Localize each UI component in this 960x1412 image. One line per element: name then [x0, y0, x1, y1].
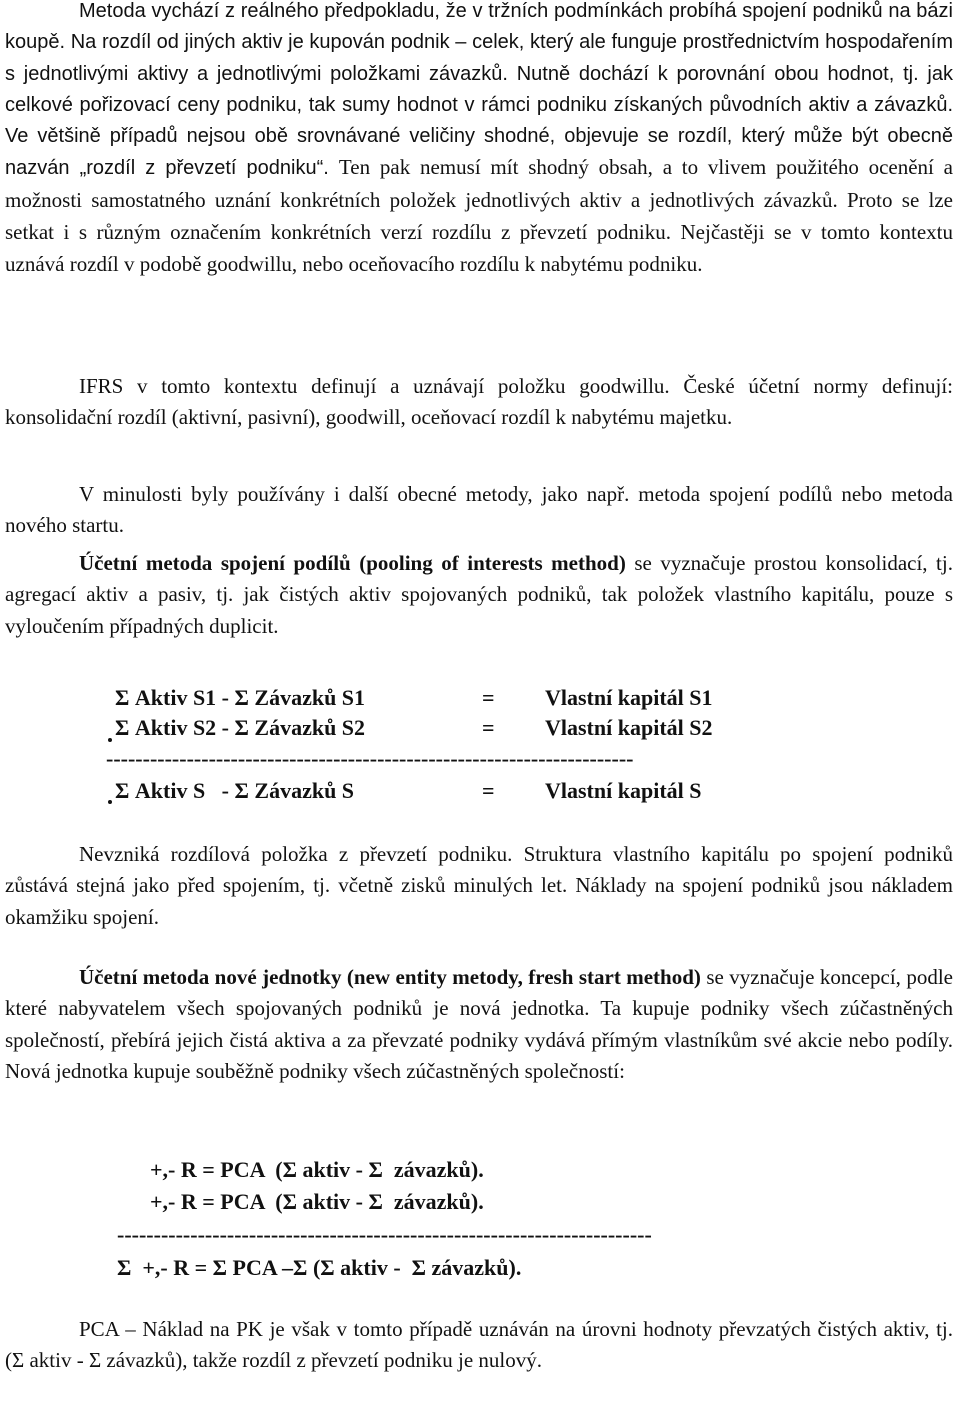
- formula2-row3: Σ +,- R = Σ PCA –Σ (Σ aktiv - Σ závazků).: [117, 1255, 522, 1280]
- formula1-row3-left: Σ Aktiv S - Σ Závazků S: [115, 778, 355, 803]
- formula2-row2: +,- R = PCA (Σ aktiv - Σ závazků).: [150, 1189, 484, 1214]
- formula1-row1-right: Vlastní kapitál S1: [545, 685, 713, 710]
- new-entity-method-text: se vyznačuje koncepcí, podle které nabyvatelem všech spojovaných podniků je nová jednotka. Ta kupuje podniky všech zúčastněných společností, přebírá jejich čistá aktiva a za převzaté podniky vydává přímým vlastníkům své akcie nebo podíly. Nová jednotka kupuje souběžně podniky všech zúčastněných společností:: [5, 965, 953, 1083]
- formula1-row1-left: Σ Aktiv S1 - Σ Závazků S1: [115, 685, 366, 710]
- paragraph-no-difference: Nevzniká rozdílová položka z převzetí podniku. Struktura vlastního kapitálu po spojení podniků zůstává stejná jako před spojením, tj. včetně zisků minulých let. Náklady na spojení podniků jsou nákladem okamžiku spojení.: [5, 842, 953, 929]
- paragraph-ifrs: IFRS v tomto kontextu definují a uznávají položku goodwillu. České účetní normy definují: konsolidační rozdíl (aktivní, pasivní), goodwill, oceňovací rozdíl k nabytému majetku.: [5, 374, 953, 430]
- formula1-separator: ------------------------------------------------------------------------: [106, 748, 634, 770]
- paragraph-intro: [5, 0, 953, 282]
- pooling-method-title: Účetní metoda spojení podílů (pooling of interests method): [79, 551, 626, 575]
- formula1-row3-right: Vlastní kapitál S: [545, 778, 702, 803]
- paragraph-pooling: [5, 548, 953, 642]
- paragraph-history: V minulosti byly používány i další obecné metody, jako např. metoda spojení podílů nebo metoda nového startu.: [5, 482, 953, 538]
- bullet-dot: [108, 800, 112, 804]
- formula1-row3-eq: =: [482, 778, 495, 803]
- formula2-separator: -------------------------------------------------------------------------: [117, 1224, 652, 1246]
- new-entity-method-title: Účetní metoda nové jednotky (new entity metody, fresh start method): [79, 965, 701, 989]
- formula1-row2-right: Vlastní kapitál S2: [545, 715, 713, 740]
- formula1-row1-eq: =: [482, 685, 495, 710]
- bullet-dot: [108, 738, 112, 742]
- formula1-row2-left: Σ Aktiv S2 - Σ Závazků S2: [115, 715, 366, 740]
- formula2-row1: +,- R = PCA (Σ aktiv - Σ závazků).: [150, 1157, 484, 1182]
- pooling-method-text: se vyznačuje prostou konsolidací, tj. agregací aktiv a pasiv, tj. jak čistých aktiv spojovaných podniků, tak položek vlastního kapitálu, pouze s vyloučením případných duplicit.: [5, 551, 953, 638]
- paragraph-intro-text: Metoda vychází z reálného předpokladu, že v tržních podmínkách probíhá spojení podniků na bázi koupě. Na rozdíl od jiných aktiv je kupován podnik – celek, který ale funguje prostřednictvím hospodařením s jednotlivými aktivy a jednotlivými položkami závazků. Nutně dochází k porovnání obou hodnot, tj. jak celkové pořizovací ceny podniku, tak sumy hodnot v rámci podniku získaných původních aktiv a závazků. Ve většině případů nejsou obě srovnávané veličiny shodné, objevuje se rozdíl, který může být obecně nazván „rozdíl z převzetí podniku“.: [5, 0, 953, 180]
- paragraph-intro-serif-text: Ten pak nemusí mít shodný obsah, a to vlivem použitého ocenění a možnosti samostatného uznání konkrétních položek jednotlivých aktiv a jednotlivých závazků. Proto se lze setkat i s různým označením konkrétních verzí rozdílu z převzetí podniku. Nejčastěji se v tomto kontextu uznává rozdíl v podobě goodwillu, nebo oceňovacího rozdílu k nabytému podniku.: [5, 155, 953, 277]
- formula1-row2-eq: =: [482, 715, 495, 740]
- paragraph-new-entity: [5, 962, 953, 1087]
- paragraph-pca: PCA – Náklad na PK je však v tomto případě uznáván na úrovni hodnoty převzatých čistých aktiv, tj. (Σ aktiv - Σ závazků), takže rozdíl z převzetí podniku je nulový.: [5, 1317, 953, 1373]
